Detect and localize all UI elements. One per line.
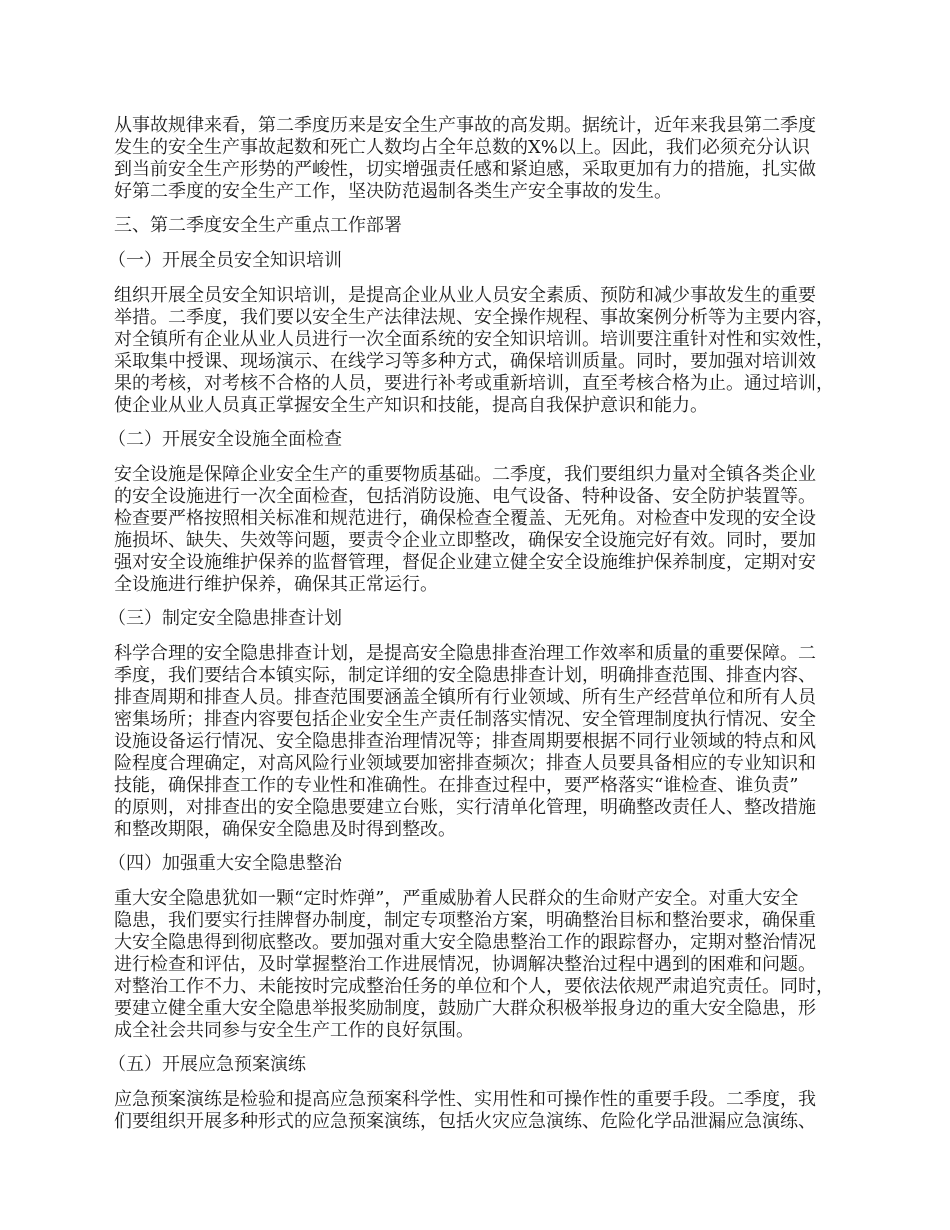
text-line: 险程度合理确定，对高风险行业领域要加密排查频次；排查人员要具备相应的专业知识和 <box>114 753 816 774</box>
text-line: 大安全隐患得到彻底整改。要加强对重大安全隐患整治工作的跟踪督办，定期对整治情况 <box>114 932 816 953</box>
text-line: 组织开展全员安全知识培训，是提高企业从业人员安全素质、预防和减少事故发生的重要 <box>114 285 816 306</box>
subsection-title-emergency-drill: （五）开展应急预案演练 <box>108 1054 306 1075</box>
text-line: 全设施进行维护保养，确保其正常运行。 <box>114 574 438 595</box>
text-line: 的安全设施进行一次全面检查，包括消防设施、电气设备、特种设备、安全防护装置等。 <box>114 486 816 507</box>
document-page <box>108 115 854 1145</box>
text-line: 和整改期限，确保安全隐患及时得到整改。 <box>114 819 456 840</box>
paragraph-training <box>114 285 854 417</box>
text-line: 隐患，我们要实行挂牌督办制度，制定专项整治方案，明确整治目标和整治要求，确保重 <box>114 910 816 931</box>
paragraph-emergency-drill <box>114 1089 854 1133</box>
text-line: 对整治工作不力、未能按时完成整治任务的单位和个人，要依法依规严肃追究责任。同时， <box>114 976 834 997</box>
text-line: 从事故规律来看，第二季度历来是安全生产事故的高发期。据统计，近年来我县第二季度 <box>114 115 816 136</box>
subsection-title-training: （一）开展全员安全知识培训 <box>108 250 342 271</box>
text-line: 举措。二季度，我们要以安全生产法律法规、安全操作规程、事故案例分析等为主要内容， <box>114 307 834 328</box>
text-line: 施损坏、缺失、失效等问题，要责令企业立即整改，确保安全设施完好有效。同时，要加 <box>114 530 816 551</box>
text-line: 对全镇所有企业从业人员进行一次全面系统的安全知识培训。培训要注重针对性和实效性， <box>114 329 834 350</box>
text-line: 应急预案演练是检验和提高应急预案科学性、实用性和可操作性的重要手段。二季度，我 <box>114 1089 816 1110</box>
text-line: 强对安全设施维护保养的监督管理，督促企业建立健全安全设施维护保养制度，定期对安 <box>114 552 816 573</box>
text-line: 密集场所；排查内容要包括企业安全生产责任制落实情况、安全管理制度执行情况、安全 <box>114 709 816 730</box>
text-line: 的原则，对排查出的安全隐患要建立台账，实行清单化管理，明确整改责任人、整改措施 <box>114 797 816 818</box>
subsection-title-facility-inspection: （二）开展安全设施全面检查 <box>108 429 342 450</box>
text-line: 果的考核，对考核不合格的人员，要进行补考或重新培训，直至考核合格为止。通过培训， <box>114 373 834 394</box>
text-line: 重大安全隐患犹如一颗“定时炸弹”，严重威胁着人民群众的生命财产安全。对重大安全 <box>114 888 799 909</box>
paragraph-major-hazard <box>114 888 854 1042</box>
subsection-title-major-hazard: （四）加强重大安全隐患整治 <box>108 853 342 874</box>
text-line: 安全设施是保障企业安全生产的重要物质基础。二季度，我们要组织力量对全镇各类企业 <box>114 464 816 485</box>
subsection-title-hazard-plan: （三）制定安全隐患排查计划 <box>108 608 342 629</box>
text-line: 技能，确保排查工作的专业性和准确性。在排查过程中，要严格落实“谁检查、谁负责” <box>114 775 799 796</box>
text-line: 到当前安全生产形势的严峻性，切实增强责任感和紧迫感，采取更加有力的措施，扎实做 <box>114 159 816 180</box>
paragraph-facility-inspection <box>114 464 854 596</box>
text-line: 科学合理的安全隐患排查计划，是提高安全隐患排查治理工作效率和质量的重要保障。二 <box>114 643 816 664</box>
text-line: 检查要严格按照相关标准和规范进行，确保检查全覆盖、无死角。对检查中发现的安全设 <box>114 508 816 529</box>
text-line: 成全社会共同参与安全生产工作的良好氛围。 <box>114 1020 474 1041</box>
text-line: 使企业从业人员真正掌握安全生产知识和技能，提高自我保护意识和能力。 <box>114 395 708 416</box>
intro-paragraph <box>114 115 854 203</box>
text-line: 要建立健全重大安全隐患举报奖励制度，鼓励广大群众积极举报身边的重大安全隐患，形 <box>114 998 816 1019</box>
text-line: 好第二季度的安全生产工作，坚决防范遏制各类生产安全事故的发生。 <box>114 181 672 202</box>
section-heading: 三、第二季度安全生产重点工作部署 <box>114 215 402 236</box>
text-line: 设施设备运行情况、安全隐患排查治理情况等；排查周期要根据不同行业领域的特点和风 <box>114 731 816 752</box>
text-line: 季度，我们要结合本镇实际，制定详细的安全隐患排查计划，明确排查范围、排查内容、 <box>114 665 816 686</box>
text-line: 发生的安全生产事故起数和死亡人数均占全年总数的X%以上。因此，我们必须充分认识 <box>114 137 810 158</box>
text-line: 进行检查和评估，及时掌握整治工作进展情况，协调解决整治过程中遇到的困难和问题。 <box>114 954 816 975</box>
text-line: 排查周期和排查人员。排查范围要涵盖全镇所有行业领域、所有生产经营单位和所有人员 <box>114 687 816 708</box>
paragraph-hazard-plan <box>114 643 854 841</box>
text-line: 采取集中授课、现场演示、在线学习等多种方式，确保培训质量。同时，要加强对培训效 <box>114 351 816 372</box>
text-line: 们要组织开展多种形式的应急预案演练，包括火灾应急演练、危险化学品泄漏应急演练、 <box>114 1111 816 1132</box>
